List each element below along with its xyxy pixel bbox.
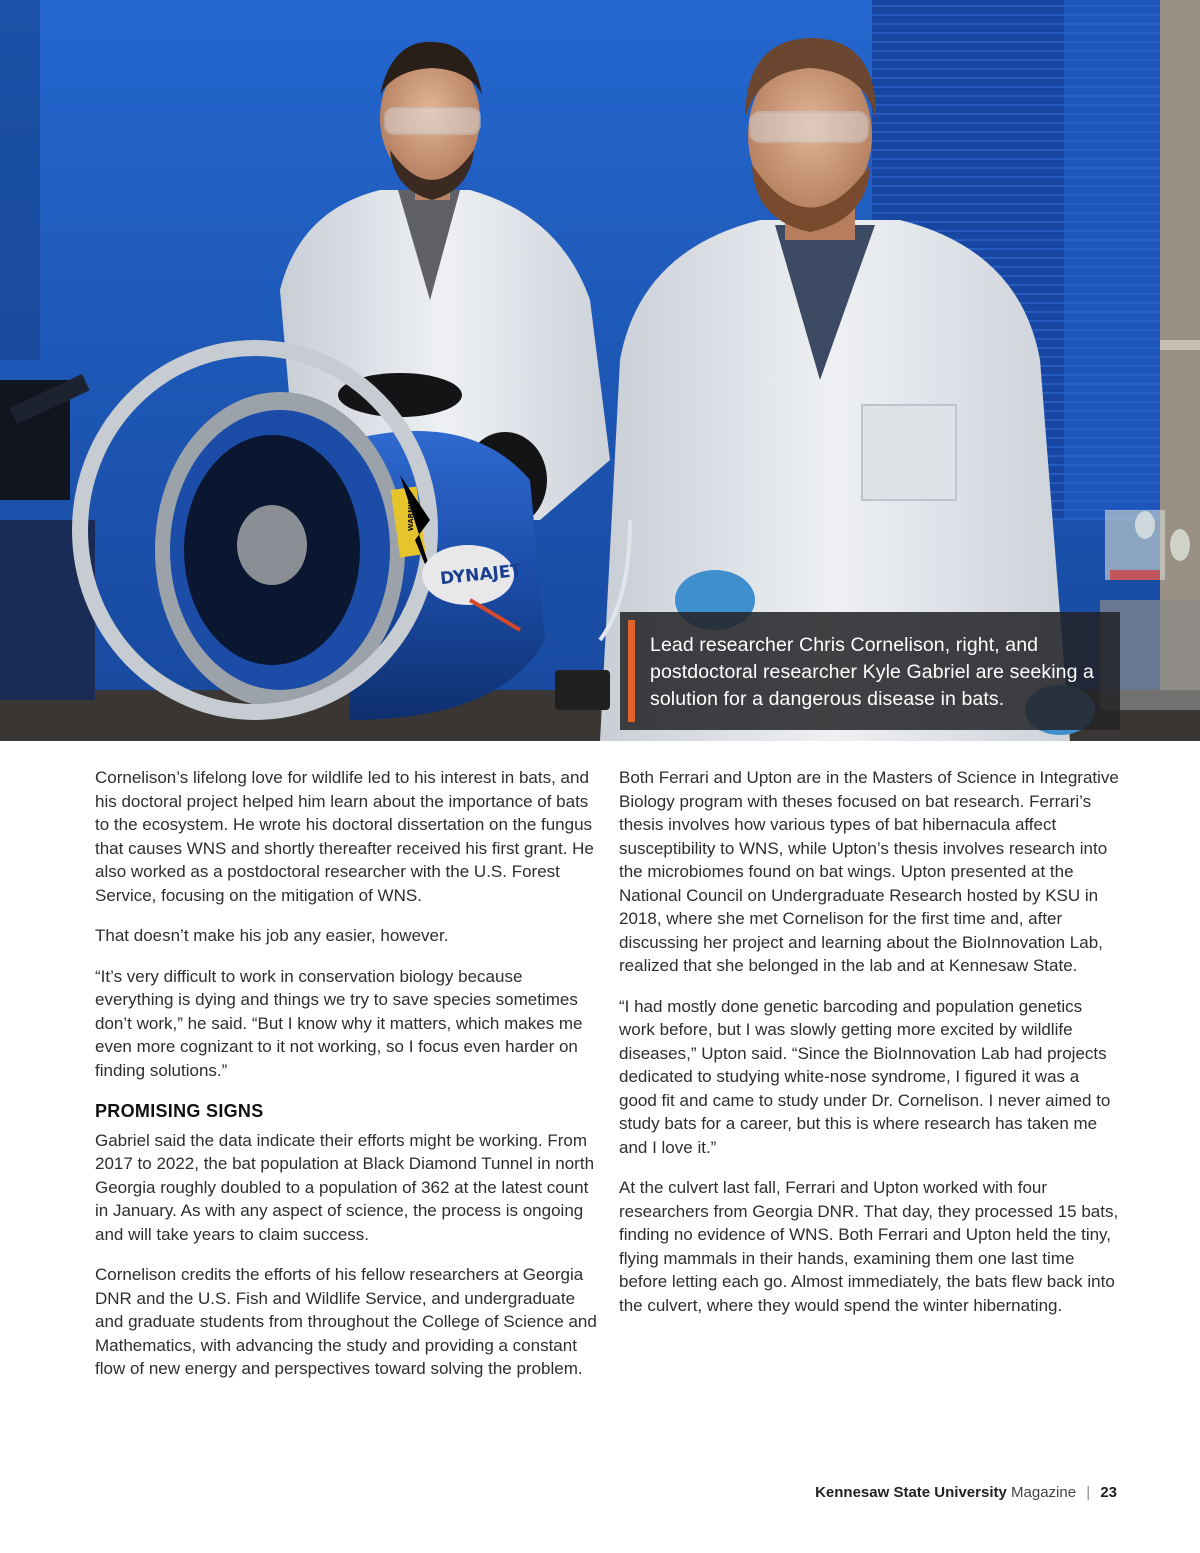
left-window-blinds bbox=[0, 0, 40, 360]
paragraph: That doesn’t make his job any easier, however. bbox=[95, 926, 449, 945]
paragraph: Cornelison credits the efforts of his fellow researchers at Georgia DNR and the U.S. Fish and Wildlife Service, and undergraduate and graduate students from throughout the College of Science and Mathematics, with advancing the study and providing a constant flow of new energy and perspectives toward solving the problem. bbox=[95, 1265, 597, 1378]
section-subheading: PROMISING SIGNS bbox=[95, 1101, 264, 1121]
equipment-warning-label: WARNING bbox=[407, 492, 416, 532]
hero-photo bbox=[0, 0, 1200, 741]
photo-caption-box bbox=[620, 612, 1120, 730]
footer-separator: | bbox=[1086, 1484, 1091, 1501]
equipment-brand-label: DYNAJET bbox=[439, 560, 523, 590]
paragraph: At the culvert last fall, Ferrari and Upton worked with four researchers from Georgia DNR. That day, they processed 15 bats, finding no evidence of WNS. Both Ferrari and Upton held the tiny, flying mammals in their hands, examining them one last time before letting each go. Almost immediately, the bats flew back into the culvert, where they would spend the winter hibernating. bbox=[619, 1178, 1119, 1315]
paragraph: Gabriel said the data indicate their efforts might be working. From 2017 to 2022, the bat population at Black Diamond Tunnel in north Georgia roughly doubled to a population of 362 at the latest count in January. As with any aspect of science, the process is ongoing and will take years to claim success. bbox=[95, 1130, 595, 1244]
paragraph: “It’s very difficult to work in conservation biology because everything is dying and things we try to save species sometimes don’t work,” he said. “But I know why it matters, which makes me even more cognizant to it not working, so I focus even harder on finding solutions.” bbox=[95, 966, 583, 1080]
page-number: 23 bbox=[1100, 1484, 1117, 1501]
caption-accent-bar bbox=[628, 620, 635, 722]
footer-publication: Magazine bbox=[1011, 1484, 1077, 1501]
paragraph: Both Ferrari and Upton are in the Masters of Science in Integrative Biology program with theses focused on bat research. Ferrari’s thesis involves how various types of bat hibernacula affect susceptibility to WNS, while Upton’s thesis involves research into the microbiomes found on bat wings. Upton presented at the National Council on Undergraduate Research hosted by KSU in 2018, where she met Cornelison for the first time and, after discussing her project and learning about the BioInnovation Lab, realized that she belonged in the lab and at Kennesaw State. bbox=[619, 768, 1119, 975]
photo-caption: Lead researcher Chris Cornelison, right, and postdoctoral researcher Kyle Gabriel are seeking a solution for a dangerous disease in bats. bbox=[650, 634, 1094, 710]
article-left-column bbox=[95, 766, 598, 1398]
article-right-column bbox=[619, 766, 1119, 1334]
footer-university: Kennesaw State University bbox=[815, 1484, 1007, 1501]
paragraph: Cornelison’s lifelong love for wildlife led to his interest in bats, and his doctoral project helped him learn about the importance of bats to the ecosystem. He wrote his doctoral dissertation on the fungus that causes WNS and shortly thereafter received his first grant. He also worked as a postdoctoral researcher with the U.S. Forest Service, focusing on the mitigation of WNS. bbox=[95, 768, 594, 905]
page-footer bbox=[815, 1484, 1117, 1501]
paragraph: “I had mostly done genetic barcoding and population genetics work before, but I was slowly getting more excited by wildlife diseases,” Upton said. “Since the BioInnovation Lab had projects dedicated to studying white-nose syndrome, I figured it was a good fit and came to study under Dr. Cornelison. I never aimed to study bats for a career, but this is where research has taken me and I love it.” bbox=[619, 996, 1111, 1157]
